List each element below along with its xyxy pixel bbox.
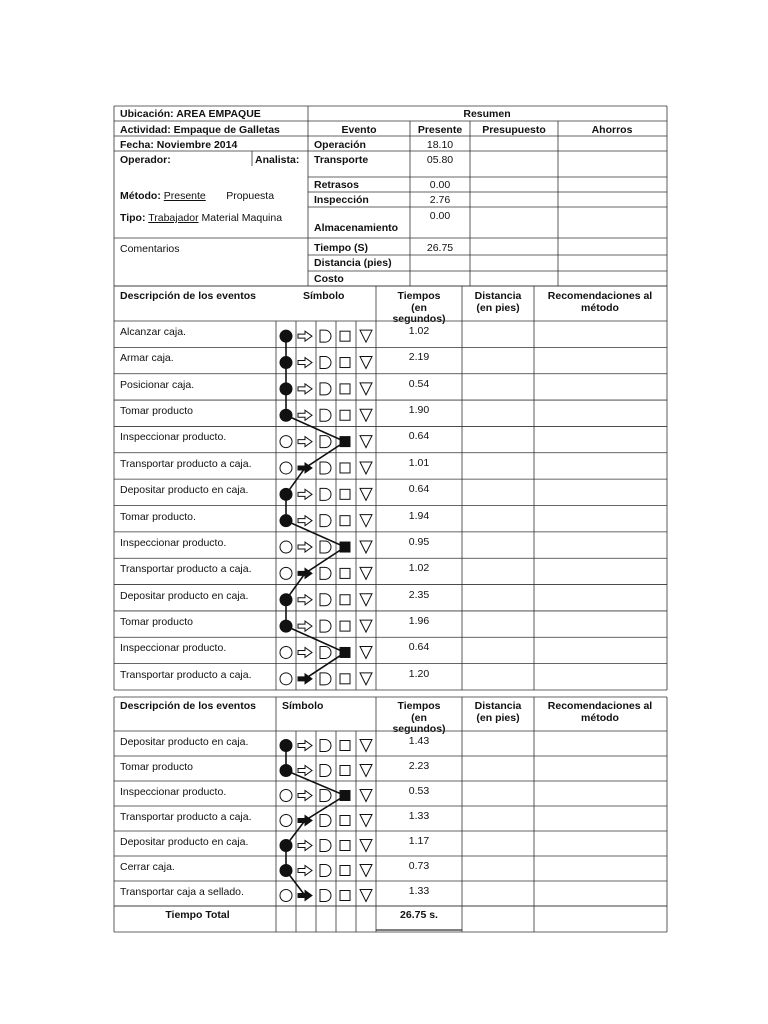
delay-symbol bbox=[320, 646, 331, 658]
event-description: Armar caja. bbox=[120, 352, 174, 365]
operation-symbol bbox=[280, 815, 292, 827]
summary-row-label: Inspección bbox=[314, 194, 369, 206]
inspection-symbol bbox=[340, 595, 350, 605]
storage-symbol bbox=[360, 488, 372, 500]
delay-symbol bbox=[320, 383, 331, 395]
event-description: Posicionar caja. bbox=[120, 378, 195, 391]
operador-label: Operador: bbox=[120, 154, 171, 166]
delay-symbol bbox=[320, 765, 331, 777]
ubicacion-label: Ubicación: AREA EMPAQUE bbox=[120, 108, 261, 120]
delay-symbol bbox=[320, 515, 331, 527]
delay-symbol bbox=[320, 620, 331, 632]
col-simbolo: Símbolo bbox=[303, 290, 345, 302]
storage-symbol bbox=[360, 890, 372, 902]
event-description: Inspeccionar producto. bbox=[120, 536, 227, 549]
event-time: 0.64 bbox=[408, 483, 430, 496]
inspection-symbol bbox=[340, 866, 350, 876]
delay-symbol bbox=[320, 815, 331, 827]
col-simbolo: Símbolo bbox=[282, 700, 324, 712]
operation-symbol bbox=[280, 462, 292, 474]
event-time: 2.19 bbox=[408, 351, 430, 364]
summary-row-label: Costo bbox=[314, 273, 344, 285]
col-distancia: Distancia bbox=[474, 290, 522, 302]
storage-symbol bbox=[360, 790, 372, 802]
event-description: Cerrar caja. bbox=[120, 861, 175, 873]
storage-symbol bbox=[360, 567, 372, 579]
event-description: Inspeccionar producto. bbox=[120, 431, 227, 444]
inspection-symbol bbox=[340, 384, 350, 394]
total-value: 26.75 s. bbox=[400, 909, 438, 921]
operation-symbol bbox=[280, 790, 292, 802]
tipo-trabajador: Trabajador bbox=[148, 212, 199, 224]
col-recomendaciones: Recomendaciones al bbox=[547, 290, 653, 302]
event-time: 0.64 bbox=[408, 430, 430, 443]
delay-symbol bbox=[320, 462, 331, 474]
actividad-label: Actividad: Empaque de Galletas bbox=[120, 124, 280, 136]
col-descripcion: Descripción de los eventos bbox=[120, 700, 256, 712]
inspection-symbol bbox=[340, 568, 350, 578]
event-description: Depositar producto en caja. bbox=[120, 484, 249, 497]
operation-symbol bbox=[280, 567, 292, 579]
summary-row-label: Operación bbox=[314, 139, 366, 151]
storage-symbol bbox=[360, 541, 372, 553]
storage-symbol bbox=[360, 865, 372, 877]
inspection-symbol bbox=[340, 766, 350, 776]
operation-symbol bbox=[280, 436, 292, 448]
col-tiempos-segundos: segundos) bbox=[392, 723, 446, 735]
delay-symbol bbox=[320, 865, 331, 877]
storage-symbol bbox=[360, 594, 372, 606]
event-time: 1.17 bbox=[408, 835, 430, 847]
event-description: Inspeccionar producto. bbox=[120, 786, 227, 798]
inspection-symbol bbox=[340, 331, 350, 341]
event-time: 1.02 bbox=[408, 562, 430, 575]
inspection-symbol bbox=[340, 358, 350, 368]
summary-row-label: Transporte bbox=[314, 154, 369, 166]
col-tiempos-en: (en bbox=[411, 712, 427, 724]
total-label: Tiempo Total bbox=[165, 909, 230, 921]
metodo-presente: Presente bbox=[163, 190, 206, 202]
delay-symbol bbox=[320, 436, 331, 448]
summary-row-label: Retrasos bbox=[314, 179, 359, 191]
storage-symbol bbox=[360, 330, 372, 342]
fecha-label: Fecha: Noviembre 2014 bbox=[120, 139, 238, 151]
col-tiempos: Tiempos bbox=[397, 290, 441, 302]
transport-symbol bbox=[298, 791, 312, 801]
metodo-propuesta: Propuesta bbox=[226, 190, 275, 202]
summary-title: Resumen bbox=[463, 108, 511, 120]
summary-row-label: Almacenamiento bbox=[314, 222, 399, 234]
event-time: 1.02 bbox=[408, 325, 430, 337]
storage-symbol bbox=[360, 383, 372, 395]
delay-symbol bbox=[320, 673, 331, 685]
tipo-maquina: Maquina bbox=[241, 212, 283, 224]
transport-symbol bbox=[298, 595, 312, 605]
transport-symbol bbox=[298, 331, 312, 341]
transport-symbol bbox=[298, 741, 312, 751]
operation-symbol bbox=[280, 673, 292, 685]
event-description: Tomar producto bbox=[120, 761, 193, 773]
metodo-label: Método: bbox=[120, 190, 161, 202]
event-time: 1.43 bbox=[408, 735, 430, 747]
storage-symbol bbox=[360, 673, 372, 685]
transport-symbol bbox=[298, 841, 312, 851]
storage-symbol bbox=[360, 357, 372, 369]
summary-row-label: Tiempo (S) bbox=[314, 242, 369, 254]
storage-symbol bbox=[360, 740, 372, 752]
tipo-label: Tipo: bbox=[120, 212, 146, 224]
storage-symbol bbox=[360, 620, 372, 632]
event-time: 1.20 bbox=[408, 667, 430, 680]
inspection-symbol bbox=[340, 463, 350, 473]
delay-symbol bbox=[320, 357, 331, 369]
summary-row-value: 05.80 bbox=[426, 154, 454, 166]
col-metodo: método bbox=[581, 302, 619, 314]
summary-row-value: 0.00 bbox=[429, 210, 451, 222]
event-description: Depositar producto en caja. bbox=[120, 736, 249, 748]
storage-symbol bbox=[360, 815, 372, 827]
col-tiempos-en: (en bbox=[411, 302, 427, 314]
inspection-symbol bbox=[340, 410, 350, 420]
delay-symbol bbox=[320, 594, 331, 606]
event-time: 1.90 bbox=[408, 404, 430, 417]
event-time: 2.23 bbox=[408, 760, 430, 772]
transport-symbol bbox=[298, 358, 312, 368]
inspection-symbol bbox=[340, 841, 350, 851]
col-distancia: Distancia bbox=[474, 700, 522, 712]
summary-col-evento: Evento bbox=[341, 124, 377, 136]
transport-symbol bbox=[298, 766, 312, 776]
event-time: 0.54 bbox=[408, 377, 430, 390]
event-description: Depositar producto en caja. bbox=[120, 836, 249, 848]
event-description: Transportar producto a caja. bbox=[120, 563, 252, 576]
event-time: 0.73 bbox=[408, 860, 430, 872]
event-time: 2.35 bbox=[408, 588, 430, 601]
event-time: 0.95 bbox=[408, 535, 430, 548]
transport-symbol bbox=[298, 866, 312, 876]
event-time: 1.94 bbox=[408, 509, 430, 522]
operation-symbol bbox=[280, 890, 292, 902]
col-recomendaciones: Recomendaciones al bbox=[547, 700, 653, 712]
event-time: 1.33 bbox=[408, 810, 430, 822]
event-description: Alcanzar caja. bbox=[120, 326, 186, 338]
transport-symbol bbox=[298, 410, 312, 420]
delay-symbol bbox=[320, 567, 331, 579]
tipo-material: Material bbox=[201, 212, 239, 224]
col-tiempos: Tiempos bbox=[397, 700, 441, 712]
inspection-symbol bbox=[340, 741, 350, 751]
summary-col-presupuesto: Presupuesto bbox=[482, 124, 546, 136]
delay-symbol bbox=[320, 488, 331, 500]
inspection-symbol bbox=[340, 816, 350, 826]
transport-symbol bbox=[298, 384, 312, 394]
storage-symbol bbox=[360, 436, 372, 448]
delay-symbol bbox=[320, 330, 331, 342]
storage-symbol bbox=[360, 462, 372, 474]
storage-symbol bbox=[360, 515, 372, 527]
event-description: Tomar producto bbox=[120, 405, 193, 418]
summary-row-value: 18.10 bbox=[426, 139, 454, 151]
transport-symbol bbox=[298, 647, 312, 657]
event-description: Transportar producto a caja. bbox=[120, 811, 252, 823]
event-time: 1.96 bbox=[408, 614, 430, 627]
summary-row-value: 2.76 bbox=[429, 194, 451, 206]
event-description: Depositar producto en caja. bbox=[120, 589, 249, 602]
transport-symbol bbox=[298, 489, 312, 499]
event-time: 0.64 bbox=[408, 641, 430, 654]
storage-symbol bbox=[360, 646, 372, 658]
col-distancia-en-pies: (en pies) bbox=[476, 302, 520, 314]
transport-symbol bbox=[298, 437, 312, 447]
delay-symbol bbox=[320, 409, 331, 421]
storage-symbol bbox=[360, 409, 372, 421]
event-description: Transportar producto a caja. bbox=[120, 457, 252, 470]
col-descripcion: Descripción de los eventos bbox=[120, 290, 256, 302]
event-time: 1.33 bbox=[408, 885, 430, 897]
storage-symbol bbox=[360, 840, 372, 852]
operation-symbol bbox=[280, 646, 292, 658]
delay-symbol bbox=[320, 740, 331, 752]
inspection-symbol bbox=[340, 674, 350, 684]
inspection-symbol bbox=[340, 891, 350, 901]
inspection-symbol bbox=[340, 516, 350, 526]
event-description: Transportar producto a caja. bbox=[120, 668, 252, 681]
inspection-symbol bbox=[340, 489, 350, 499]
operation-symbol bbox=[280, 541, 292, 553]
summary-row-label: Distancia (pies) bbox=[314, 257, 392, 269]
event-time: 1.01 bbox=[408, 456, 430, 469]
event-description: Tomar producto bbox=[120, 615, 193, 628]
transport-symbol bbox=[298, 621, 312, 631]
inspection-symbol bbox=[340, 621, 350, 631]
delay-symbol bbox=[320, 541, 331, 553]
col-tiempos-segundos: segundos) bbox=[392, 313, 446, 325]
col-metodo: método bbox=[581, 712, 619, 724]
event-time: 0.53 bbox=[408, 785, 430, 797]
event-description: Inspeccionar producto. bbox=[120, 642, 227, 655]
col-distancia-en-pies: (en pies) bbox=[476, 712, 520, 724]
summary-row-value: 0.00 bbox=[429, 179, 451, 191]
analista-label: Analista: bbox=[255, 154, 300, 166]
storage-symbol bbox=[360, 765, 372, 777]
delay-symbol bbox=[320, 790, 331, 802]
delay-symbol bbox=[320, 890, 331, 902]
summary-col-ahorros: Ahorros bbox=[591, 124, 633, 136]
transport-symbol bbox=[298, 516, 312, 526]
summary-col-presente: Presente bbox=[417, 124, 463, 136]
summary-row-value: 26.75 bbox=[426, 242, 454, 254]
comentarios-label: Comentarios bbox=[120, 243, 180, 255]
delay-symbol bbox=[320, 840, 331, 852]
transport-symbol bbox=[298, 542, 312, 552]
event-description: Transportar caja a sellado. bbox=[120, 886, 244, 898]
event-description: Tomar producto. bbox=[120, 510, 196, 523]
